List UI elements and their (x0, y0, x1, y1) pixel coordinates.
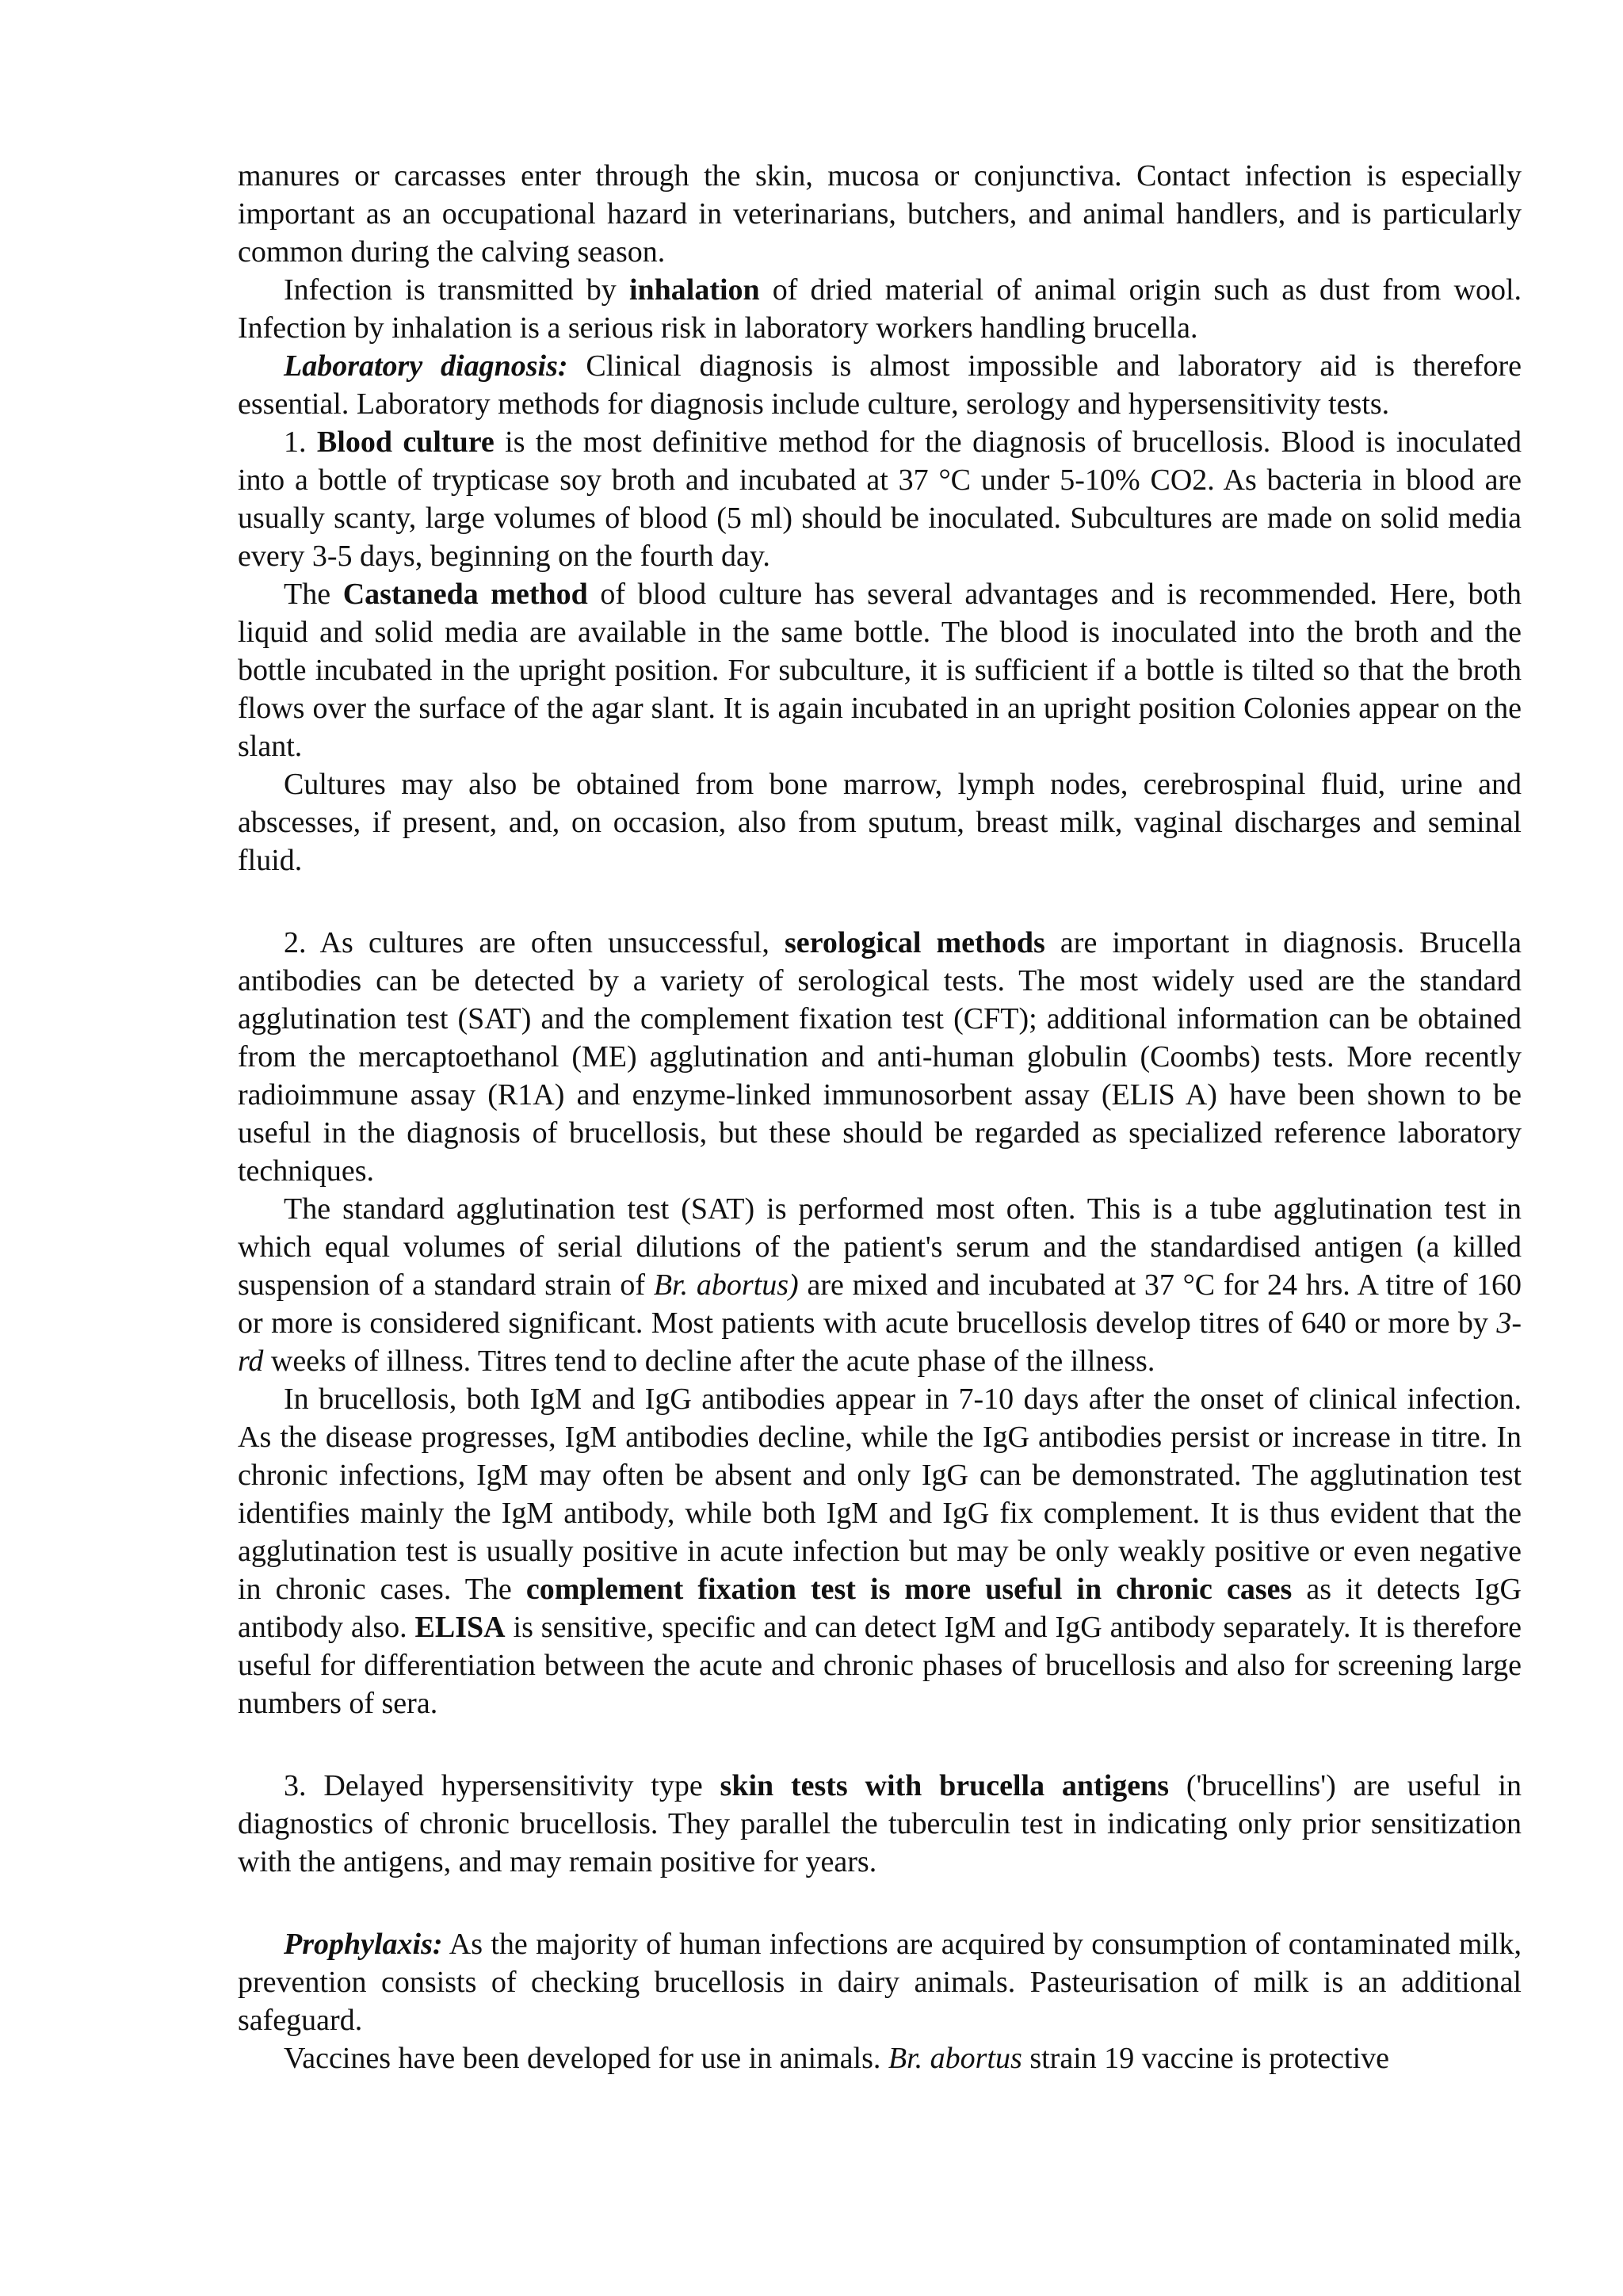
term-skin-tests: skin tests with brucella antigens (720, 1769, 1170, 1802)
paragraph-igm-igg-antibodies: In brucellosis, both IgM and IgG antibodies appear in 7-10 days after the onset of clinical infection. As the disease progresses, IgM antibodies decline, while the IgG antibodies persist or increase in titre. In chronic infections, IgM may often be absent and only IgG can be demonstrated. The agglutination test identifies mainly the IgM antibody, while both IgM and IgG fix complement. It is thus evident that the agglutination test is usually positive in acute infection but may be only weakly positive or even negative in chronic cases. The complement fixation test is more useful in chronic cases as it detects IgG antibody also. ELISA is sensitive, specific and can detect IgM and IgG antibody separately. It is therefore useful for differentiation between the acute and chronic phases of brucellosis and also for screening large numbers of sera. (238, 1383, 1522, 1720)
term-complement-fixation: complement fixation test is more useful in chronic cases (525, 1573, 1293, 1606)
term-blood-culture: Blood culture (316, 425, 495, 459)
heading-prophylaxis: Prophylaxis: (284, 1928, 443, 1961)
paragraph-prophylaxis: Prophylaxis: As the majority of human infections are acquired by consumption of contaminated milk, prevention consists of checking brucellosis in dairy animals. Pasteurisation of milk is an additional safeguard. (238, 1928, 1522, 2037)
paragraph-laboratory-diagnosis: Laboratory diagnosis: Clinical diagnosis is almost impossible and laboratory aid is therefore essential. Laboratory methods for diagnosis include culture, serology and hypersensitivity tests. (238, 349, 1522, 421)
term-br-abortus-vaccine: Br. abortus (888, 2042, 1022, 2075)
paragraph-vaccines: Vaccines have been developed for use in animals. Br. abortus strain 19 vaccine is protective (284, 2042, 1390, 2075)
paragraph-serological-methods: 2. As cultures are often unsuccessful, serological methods are important in diagnosis. Brucella antibodies can be detected by a variety of serological tests. The most widely used are the standard agglutination test (SAT) and the complement fixation test (CFT); additional information can be obtained from the mercaptoethanol (ME) agglutination and anti-human globulin (Coombs) tests. More recently radioimmune assay (R1A) and enzyme-linked immunosorbent assay (ELIS A) have been shown to be useful in the diagnosis of brucellosis, but these should be regarded as specialized reference laboratory techniques. (238, 926, 1522, 1188)
term-br-abortus: Br. abortus) (653, 1268, 799, 1302)
term-inhalation: inhalation (628, 273, 760, 307)
document-page (238, 157, 1522, 2077)
paragraph-inhalation: Infection is transmitted by inhalation of dried material of animal origin such as dust from wool. Infection by inhalation is a serious risk in laboratory workers handling brucella. (238, 273, 1522, 345)
paragraph-blood-culture: 1. Blood culture is the most definitive method for the diagnosis of brucellosis. Blood is inoculated into a bottle of trypticase soy broth and incubated at 37 °C under 5-10% CO2. As bacteria in blood are usually scanty, large volumes of blood (5 ml) should be inoculated. Subcultures are made on solid media every 3-5 days, beginning on the fourth day. (238, 425, 1522, 573)
term-elisa: ELISA (414, 1611, 506, 1644)
term-3rd: 3-rd (238, 1306, 1522, 1378)
paragraph-skin-tests: 3. Delayed hypersensitivity type skin tests with brucella antigens ('brucellins') are useful in diagnostics of chronic brucellosis. They parallel the tuberculin test in indicating only prior sensitization with the antigens, and may remain positive for years. (238, 1769, 1522, 1878)
term-serological-methods: serological methods (785, 926, 1045, 959)
heading-laboratory-diagnosis: Laboratory diagnosis: (284, 349, 568, 383)
paragraph-castaneda-method: The Castaneda method of blood culture has several advantages and is recommended. Here, both liquid and solid media are available in the same bottle. The blood is inoculated into the broth and the bottle incubated in the upright position. For subculture, it is sufficient if a bottle is tilted so that the broth flows over the surface of the agar slant. It is again incubated in an upright position Colonies appear on the slant. (238, 578, 1522, 763)
term-castaneda-method: Castaneda method (342, 578, 588, 611)
paragraph-contact-infection: manures or carcasses enter through the skin, mucosa or conjunctiva. Contact infection is especially important as an occupational hazard in veterinarians, butchers, and animal handlers, and is particularly common during the calving season. (238, 159, 1522, 269)
paragraph-standard-agglutination-test: The standard agglutination test (SAT) is performed most often. This is a tube agglutination test in which equal volumes of serial dilutions of the patient's serum and the standardised antigen (a killed suspension of a standard strain of Br. abortus) are mixed and incubated at 37 °C for 24 hrs. A titre of 160 or more is considered significant. Most patients with acute brucellosis develop titres of 640 or more by 3-rd weeks of illness. Titres tend to decline after the acute phase of the illness. (238, 1192, 1522, 1378)
paragraph-other-cultures: Cultures may also be obtained from bone marrow, lymph nodes, cerebrospinal fluid, urine and abscesses, if present, and, on occasion, also from sputum, breast milk, vaginal discharges and seminal fluid. (238, 768, 1522, 877)
